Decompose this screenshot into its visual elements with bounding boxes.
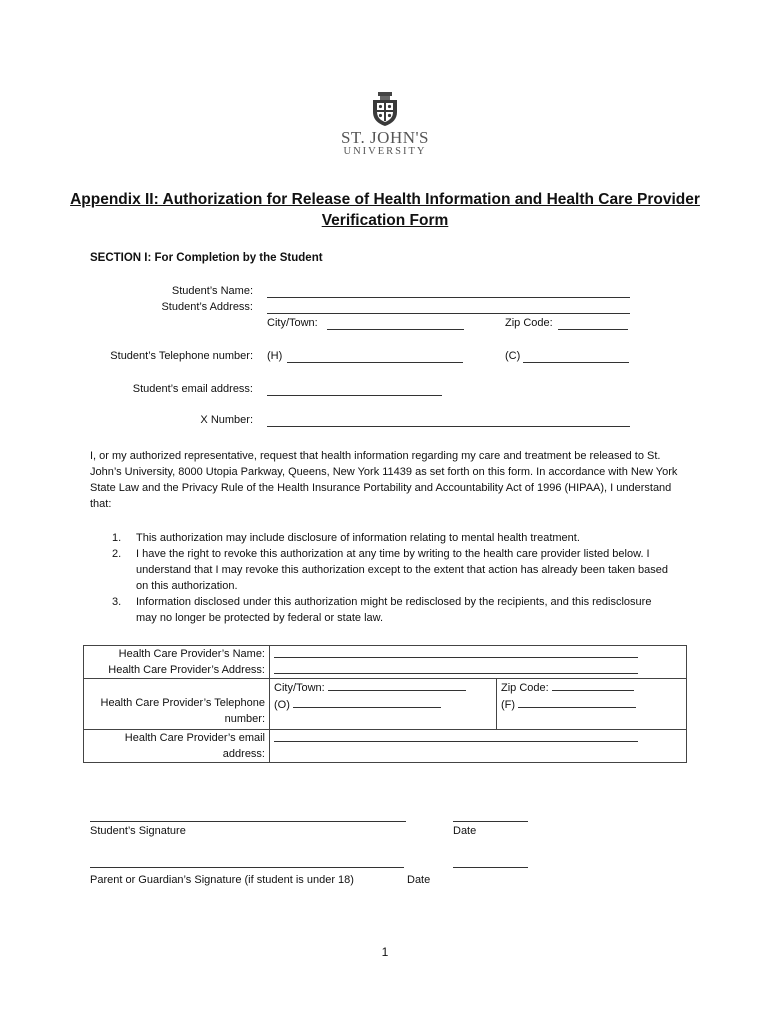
provider-address-field[interactable] — [274, 662, 638, 674]
student-phone-h-field[interactable] — [287, 362, 463, 363]
parent-signature-field[interactable] — [90, 867, 404, 868]
student-city-label: City/Town: — [267, 317, 318, 329]
list-item: 3. Information disclosed under this authorization might be redisclosed by the recipients, and this redisclosure may no longer be protected by federal or state law. — [112, 596, 652, 624]
student-phone-label: Student’s Telephone number: — [110, 350, 253, 362]
provider-zip-fax-cell — [497, 679, 687, 730]
student-date-label: Date — [453, 825, 477, 837]
student-zip-field[interactable] — [558, 329, 628, 330]
parent-signature-label: Parent or Guardian’s Signature (if student is under 18) — [90, 874, 354, 886]
student-city-field[interactable] — [327, 329, 464, 330]
student-phone-c-field[interactable] — [523, 362, 629, 363]
student-signature-field[interactable] — [90, 821, 406, 822]
provider-city-label: City/Town: — [274, 682, 325, 694]
logo-line2: UNIVERSITY — [343, 146, 427, 157]
page-title: Appendix II: Authorization for Release of Health Information and Health Care Provider Verification Form — [70, 191, 700, 229]
provider-address-label: Health Care Provider’s Address: — [108, 664, 265, 676]
provider-name-label: Health Care Provider’s Name: Health Care Provider’s Address: — [84, 646, 270, 679]
student-phone-c-label: (C) — [505, 350, 521, 362]
provider-email-label: Health Care Provider’s email address: — [84, 730, 270, 763]
provider-table — [83, 645, 687, 763]
page-number: 1 — [381, 945, 389, 959]
student-date-field[interactable] — [453, 821, 528, 822]
provider-city-phone-cell — [270, 679, 497, 730]
logo-line1: ST. JOHN'S — [340, 128, 430, 147]
student-name-field[interactable] — [267, 297, 630, 298]
provider-phone-f-field[interactable] — [518, 696, 636, 708]
student-signature-label: Student’s Signature — [90, 825, 186, 837]
list-item: 2. I have the right to revoke this authorization at any time by writing to the health care provider listed below. I understand that I may revoke this authorization except to the extent that action has already been taken based on this authorization. — [112, 548, 669, 592]
provider-phone-o-label: (O) — [274, 699, 290, 711]
authorization-paragraph: I, or my authorized representative, request that health information regarding my care and treatment be released to St. John’s University, 8000 Utopia Parkway, Queens, New York 11439 as set forth on this form. In accordance with New York State Law and the Privacy Rule of the Health Insurance Portability and Accountability Act of 1996 (HIPAA), I understand that: — [90, 450, 678, 510]
xnumber-label: X Number: — [200, 414, 253, 426]
provider-name-address-cell — [270, 646, 687, 679]
student-zip-label: Zip Code: — [505, 317, 553, 329]
provider-phone-label: Health Care Provider’s Telephone number: — [84, 679, 270, 730]
provider-phone-f-label: (F) — [501, 699, 516, 711]
xnumber-field[interactable] — [267, 426, 630, 427]
student-email-field[interactable] — [267, 395, 442, 396]
provider-city-field[interactable] — [328, 679, 466, 691]
provider-name-field[interactable] — [274, 646, 638, 658]
student-address-field[interactable] — [267, 313, 630, 314]
provider-zip-field[interactable] — [552, 679, 634, 691]
student-name-label: Student’s Name: — [171, 285, 253, 297]
university-logo — [340, 92, 430, 167]
parent-date-field[interactable] — [453, 867, 528, 868]
student-phone-h-label: (H) — [267, 350, 283, 362]
provider-email-cell — [270, 730, 687, 763]
parent-date-label: Date — [407, 874, 431, 886]
student-email-label: Student’s email address: — [132, 383, 253, 395]
section1-heading: SECTION I: For Completion by the Student — [90, 252, 323, 264]
crest-icon — [370, 92, 400, 126]
understanding-list — [112, 530, 672, 626]
list-item: 1. This authorization may include disclosure of information relating to mental health treatment. — [112, 532, 580, 544]
provider-email-field[interactable] — [274, 730, 638, 742]
student-address-label: Student’s Address: — [161, 301, 253, 313]
provider-phone-o-field[interactable] — [293, 696, 441, 708]
provider-zip-label: Zip Code: — [501, 682, 549, 694]
